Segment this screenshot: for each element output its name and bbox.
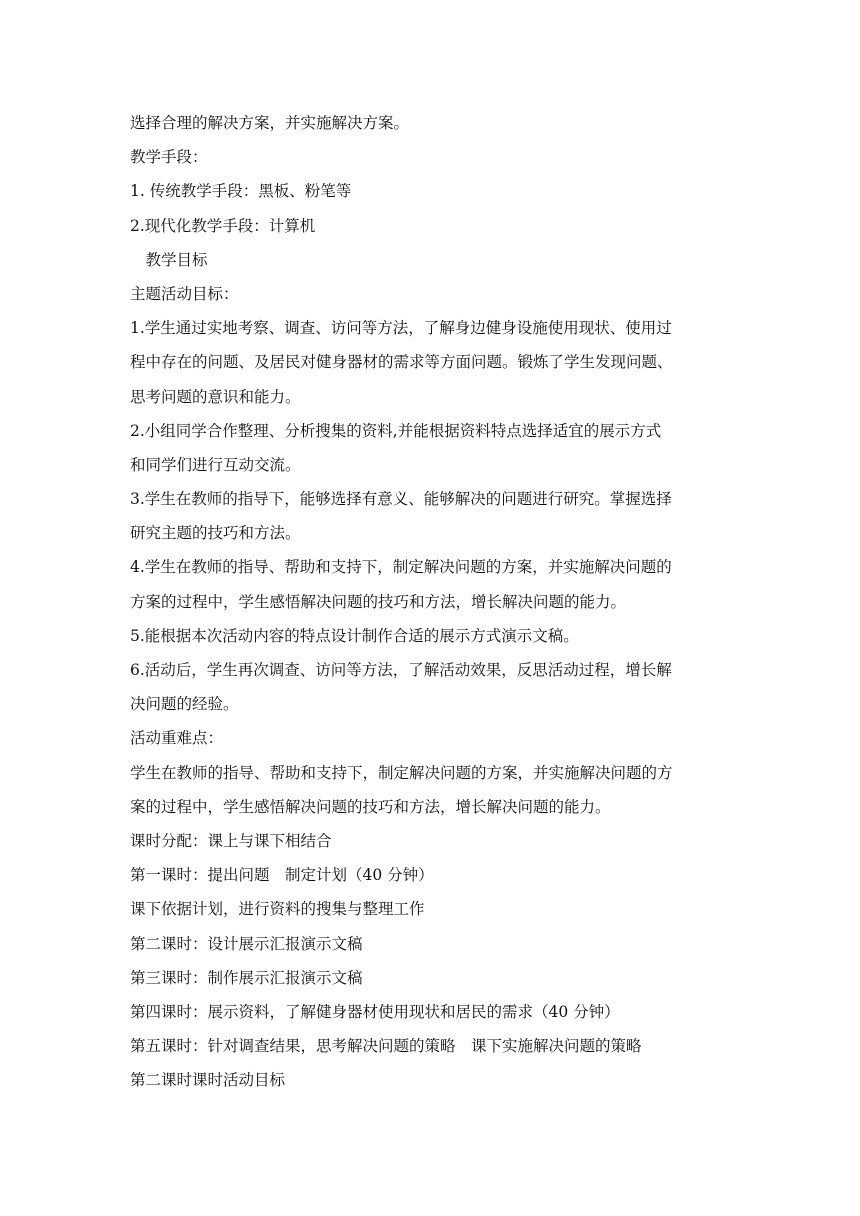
text-line: 2.小组同学合作整理、分析搜集的资料,并能根据资料特点选择适宜的展示方式 <box>130 421 662 440</box>
text-line: 第三课时：制作展示汇报演示文稿 <box>130 968 363 987</box>
section-heading-key-points: 活动重难点： <box>130 729 224 748</box>
section-heading-teaching-means: 教学手段： <box>130 148 208 167</box>
text-line: 课下依据计划，进行资料的搜集与整理工作 <box>130 900 425 919</box>
text-line: 选择合理的解决方案，并实施解决方案。 <box>130 114 410 132</box>
section-heading-activity-goals: 主题活动目标： <box>130 284 239 303</box>
text-line: 第二课时：设计展示汇报演示文稿 <box>130 934 363 953</box>
text-line: 决问题的经验。 <box>130 695 239 714</box>
text-line: 第一课时：提出问题 制定计划（40 分钟） <box>130 866 434 885</box>
text-line: 3.学生在教师的指导下，能够选择有意义、能够解决的问题进行研究。掌握选择 <box>130 490 672 509</box>
text-line: 4.学生在教师的指导、帮助和支持下，制定解决问题的方案，并实施解决问题的 <box>130 558 672 577</box>
text-line: 方案的过程中，学生感悟解决问题的技巧和方法，增长解决问题的能力。 <box>130 592 627 611</box>
section-heading-teaching-goals: 教学目标 <box>130 250 208 269</box>
text-line: 案的过程中，学生感悟解决问题的技巧和方法，增长解决问题的能力。 <box>130 797 611 816</box>
text-line: 5.能根据本次活动内容的特点设计制作合适的展示方式演示文稿。 <box>130 626 579 645</box>
text-line: 和同学们进行互动交流。 <box>130 455 301 474</box>
list-item: 2.现代化教学手段：计算机 <box>130 216 316 235</box>
text-line: 第二课时课时活动目标 <box>130 1071 286 1090</box>
text-line: 第四课时：展示资料，了解健身器材使用现状和居民的需求（40 分钟） <box>130 1002 620 1021</box>
text-line: 课时分配：课上与课下相结合 <box>130 831 332 850</box>
text-line: 思考问题的意识和能力。 <box>130 387 301 406</box>
text-line: 研究主题的技巧和方法。 <box>130 524 301 543</box>
text-line: 第五课时：针对调查结果，思考解决问题的策略 课下实施解决问题的策略 <box>130 1037 642 1056</box>
list-item: 1. 传统教学手段：黑板、粉笔等 <box>130 182 352 201</box>
text-line: 学生在教师的指导、帮助和支持下，制定解决问题的方案，并实施解决问题的方 <box>130 763 673 782</box>
text-line: 1.学生通过实地考察、调查、访问等方法，了解身边健身设施使用现状、使用过 <box>130 319 672 338</box>
text-line: 6.活动后，学生再次调查、访问等方法，了解活动效果，反思活动过程，增长解 <box>130 661 672 679</box>
document-body <box>130 106 735 1097</box>
text-line: 程中存在的问题、及居民对健身器材的需求等方面问题。锻炼了学生发现问题、 <box>130 353 673 372</box>
